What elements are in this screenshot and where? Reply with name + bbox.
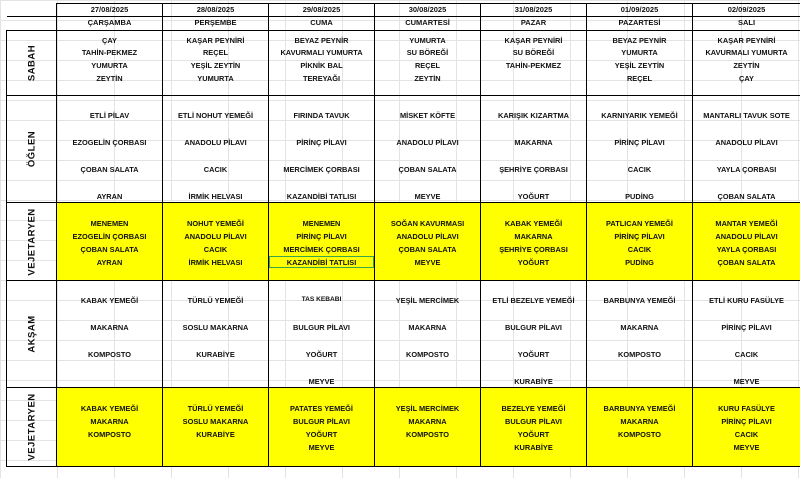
- menu-item: ŞEHRİYE ÇORBASI: [499, 165, 568, 174]
- menu-item: KAŞAR PEYNİRİ: [717, 36, 776, 45]
- day-cell[interactable]: PAZARTESİ: [587, 17, 693, 31]
- menu-cell[interactable]: [163, 203, 269, 281]
- menu-item: CACIK: [203, 245, 228, 254]
- meal-label: SABAH: [25, 44, 37, 82]
- menu-item: MİSKET KÖFTE: [399, 111, 456, 120]
- menu-item: ETLİ BEZELYE YEMEĞİ: [492, 296, 575, 305]
- date-cell[interactable]: 30/08/2025: [375, 4, 481, 17]
- menu-item: PUDİNG: [625, 192, 654, 201]
- menu-item: PİRİNÇ PİLAVI: [296, 138, 347, 147]
- menu-cell[interactable]: [57, 388, 163, 467]
- weekly-menu-table: [6, 3, 800, 467]
- menu-item: ÇAY: [102, 36, 117, 45]
- menu-item: SOSLU MAKARNA: [182, 417, 249, 426]
- date-row: [7, 4, 800, 17]
- day-cell[interactable]: PAZAR: [481, 17, 587, 31]
- menu-item: ZEYTİN: [414, 74, 441, 83]
- menu-item: PATATES YEMEĞİ: [290, 404, 353, 413]
- menu-item: KOMPOSTO: [618, 430, 661, 439]
- menu-cell[interactable]: [587, 388, 693, 467]
- menu-cell[interactable]: [163, 281, 269, 388]
- day-cell[interactable]: PERŞEMBE: [163, 17, 269, 31]
- menu-item: EZOGELİN ÇORBASI: [72, 232, 147, 241]
- menu-item: İRMİK HELVASI: [188, 258, 243, 267]
- menu-item: AYRAN: [96, 192, 123, 201]
- day-cell[interactable]: ÇARŞAMBA: [57, 17, 163, 31]
- menu-item: CACIK: [627, 245, 652, 254]
- menu-item: EZOGELİN ÇORBASI: [72, 138, 147, 147]
- menu-item: BULGUR PİLAVI: [293, 323, 350, 332]
- menu-item: ANADOLU PİLAVI: [715, 232, 778, 241]
- meal-label: AKŞAM: [25, 315, 37, 353]
- menu-item: MERCİMEK ÇORBASI: [283, 245, 360, 254]
- menu-item: TAS KEBABI: [301, 296, 342, 303]
- menu-item: MAKARNA: [620, 323, 659, 332]
- menu-cell[interactable]: [375, 96, 481, 203]
- menu-item: MENEMEN: [90, 219, 129, 228]
- menu-cell[interactable]: [481, 203, 587, 281]
- menu-cell[interactable]: [693, 388, 800, 467]
- menu-cell[interactable]: [269, 203, 375, 281]
- menu-item: KAVURMALI YUMURTA: [280, 48, 363, 57]
- menu-item: TEREYAĞI: [302, 74, 341, 83]
- menu-item: YEŞİL MERCİMEK: [395, 404, 460, 413]
- menu-item: KURU FASÜLYE: [718, 404, 775, 413]
- menu-item: CACIK: [734, 430, 759, 439]
- menu-item: TÜRLÜ YEMEĞİ: [187, 404, 244, 413]
- menu-item: KOMPOSTO: [88, 350, 131, 359]
- meal-label-cell[interactable]: [7, 203, 57, 281]
- menu-item: ÇOBAN SALATA: [398, 245, 457, 254]
- meal-label: VEJETARYEN: [25, 393, 37, 461]
- menu-cell[interactable]: [587, 281, 693, 388]
- menu-cell[interactable]: [693, 31, 800, 96]
- menu-item: YOĞURT: [305, 350, 338, 359]
- menu-item: SOĞAN KAVURMASI: [390, 219, 465, 228]
- menu-item: ZEYTİN: [733, 61, 760, 70]
- menu-item: YOĞURT: [517, 258, 550, 267]
- menu-item: CACIK: [627, 165, 652, 174]
- menu-cell[interactable]: [163, 96, 269, 203]
- menu-cell[interactable]: [57, 96, 163, 203]
- menu-item: PATLICAN YEMEĞİ: [606, 219, 673, 228]
- menu-item: KURABİYE: [514, 443, 553, 452]
- meal-label: VEJETARYEN: [25, 207, 37, 276]
- menu-item: MAKARNA: [408, 323, 447, 332]
- menu-item: BULGUR PİLAVI: [505, 323, 562, 332]
- menu-item: CACIK: [203, 165, 228, 174]
- menu-item: KAŞAR PEYNİRİ: [504, 36, 563, 45]
- menu-cell[interactable]: [375, 203, 481, 281]
- menu-cell[interactable]: [693, 203, 800, 281]
- menu-item: YEŞİL ZEYTİN: [614, 61, 665, 70]
- meal-row: [7, 31, 800, 96]
- date-cell[interactable]: 29/08/2025: [269, 4, 375, 17]
- menu-item: REÇEL: [626, 74, 653, 83]
- menu-item: MEYVE: [308, 443, 335, 452]
- menu-item: YUMURTA: [621, 48, 658, 57]
- menu-item: YOĞURT: [517, 430, 550, 439]
- corner-cell: [7, 17, 57, 31]
- menu-item: MENEMEN: [302, 219, 341, 228]
- menu-item: ZEYTİN: [96, 74, 123, 83]
- menu-cell[interactable]: [693, 281, 800, 388]
- date-cell[interactable]: 01/09/2025: [587, 4, 693, 17]
- menu-item: SOSLU MAKARNA: [182, 323, 249, 332]
- menu-cell[interactable]: [587, 96, 693, 203]
- menu-item: BULGUR PİLAVI: [505, 417, 562, 426]
- meal-row: [7, 96, 800, 203]
- menu-item: MAKARNA: [514, 232, 553, 241]
- menu-item: KOMPOSTO: [406, 430, 449, 439]
- menu-item: BEZELYE YEMEĞİ: [501, 404, 566, 413]
- meal-label: ÖĞLEN: [25, 130, 37, 168]
- menu-item: KABAK YEMEĞİ: [80, 404, 139, 413]
- menu-item: PİRİNÇ PİLAVI: [721, 417, 772, 426]
- menu-item: TÜRLÜ YEMEĞİ: [187, 296, 244, 305]
- menu-item: KAZANDİBİ TATLISI: [286, 192, 357, 201]
- menu-item: KURABİYE: [514, 377, 553, 386]
- menu-item: CACIK: [734, 350, 759, 359]
- menu-item: MEYVE: [733, 377, 760, 386]
- meal-label-cell[interactable]: [7, 31, 57, 96]
- menu-cell[interactable]: [57, 281, 163, 388]
- menu-item: PİRİNÇ PİLAVI: [721, 323, 772, 332]
- menu-item: MAKARNA: [620, 417, 659, 426]
- menu-item: MEYVE: [733, 443, 760, 452]
- menu-item: YUMURTA: [91, 61, 128, 70]
- menu-item: REÇEL: [202, 48, 229, 57]
- menu-cell[interactable]: [163, 388, 269, 467]
- menu-cell[interactable]: [375, 388, 481, 467]
- menu-cell[interactable]: [269, 31, 375, 96]
- menu-item: ANADOLU PİLAVI: [396, 138, 459, 147]
- menu-item: SU BÖREĞİ: [406, 48, 449, 57]
- menu-item: KOMPOSTO: [618, 350, 661, 359]
- menu-item: MAKARNA: [408, 417, 447, 426]
- menu-item: YEŞİL ZEYTİN: [190, 61, 241, 70]
- menu-item: MANTARLI TAVUK SOTE: [703, 111, 790, 120]
- menu-item: MERCİMEK ÇORBASI: [283, 165, 360, 174]
- menu-item: ANADOLU PİLAVI: [184, 138, 247, 147]
- menu-item: BEYAZ PEYNİR: [612, 36, 667, 45]
- menu-item: REÇEL: [414, 61, 441, 70]
- menu-item: SU BÖREĞİ: [512, 48, 555, 57]
- menu-cell[interactable]: [693, 96, 800, 203]
- menu-item: YAYLA ÇORBASI: [716, 245, 777, 254]
- menu-item: KURABİYE: [196, 430, 235, 439]
- menu-item: KARIŞIK KIZARTMA: [497, 111, 570, 120]
- date-cell[interactable]: 27/08/2025: [57, 4, 163, 17]
- menu-item: ÇOBAN SALATA: [80, 245, 139, 254]
- menu-item: MAKARNA: [514, 138, 553, 147]
- menu-item: KAŞAR PEYNİRİ: [186, 36, 245, 45]
- meal-row: [7, 388, 800, 467]
- menu-cell[interactable]: [269, 96, 375, 203]
- menu-item: PİRİNÇ PİLAVI: [614, 138, 665, 147]
- menu-item: YOĞURT: [305, 430, 338, 439]
- meal-label-cell[interactable]: [7, 96, 57, 203]
- menu-item: YEŞİL MERCİMEK: [395, 296, 460, 305]
- meal-row: [7, 281, 800, 388]
- menu-item: ANADOLU PİLAVI: [396, 232, 459, 241]
- menu-cell[interactable]: [57, 203, 163, 281]
- menu-item: İRMİK HELVASI: [188, 192, 243, 201]
- menu-cell[interactable]: [269, 388, 375, 467]
- menu-item: ÇOBAN SALATA: [80, 165, 139, 174]
- menu-cell[interactable]: [269, 281, 375, 388]
- menu-item: AYRAN: [96, 258, 123, 267]
- menu-item: ŞEHRİYE ÇORBASI: [499, 245, 568, 254]
- menu-item: ÇOBAN SALATA: [717, 258, 776, 267]
- menu-item: ÇOBAN SALATA: [398, 165, 457, 174]
- menu-item: MAKARNA: [90, 323, 129, 332]
- menu-cell[interactable]: [163, 31, 269, 96]
- menu-item: KABAK YEMEĞİ: [504, 219, 563, 228]
- date-cell[interactable]: 02/09/2025: [693, 4, 800, 17]
- menu-item: BARBUNYA YEMEĞİ: [603, 296, 676, 305]
- menu-item: KARNIYARIK YEMEĞİ: [601, 111, 678, 120]
- menu-item: YUMURTA: [197, 74, 234, 83]
- day-cell[interactable]: CUMARTESİ: [375, 17, 481, 31]
- menu-item: MEYVE: [414, 192, 441, 201]
- menu-item: YAYLA ÇORBASI: [716, 165, 777, 174]
- meal-label-cell[interactable]: [7, 281, 57, 388]
- menu-item: BEYAZ PEYNİR: [294, 36, 349, 45]
- menu-item: MANTAR YEMEĞİ: [715, 219, 778, 228]
- menu-item: YOĞURT: [517, 192, 550, 201]
- menu-item: NOHUT YEMEĞİ: [187, 219, 244, 228]
- menu-item: PUDİNG: [625, 258, 654, 267]
- menu-item: BULGUR PİLAVI: [293, 417, 350, 426]
- menu-item: ÇOBAN SALATA: [717, 192, 776, 201]
- menu-item: ANADOLU PİLAVI: [184, 232, 247, 241]
- menu-item: YUMURTA: [409, 36, 446, 45]
- menu-item: PİRİNÇ PİLAVI: [296, 232, 347, 241]
- menu-item: MAKARNA: [90, 417, 129, 426]
- menu-item: YOĞURT: [517, 350, 550, 359]
- day-row: [7, 17, 800, 31]
- menu-cell[interactable]: [481, 96, 587, 203]
- menu-item: ETLİ PİLAV: [89, 111, 130, 120]
- menu-cell[interactable]: [587, 203, 693, 281]
- menu-item: ÇAY: [739, 74, 754, 83]
- menu-item: TAHİN-PEKMEZ: [505, 61, 562, 70]
- menu-item: BARBUNYA YEMEĞİ: [603, 404, 676, 413]
- menu-item: MEYVE: [414, 258, 441, 267]
- menu-item: ETLİ KURU FASÜLYE: [709, 296, 784, 305]
- menu-cell[interactable]: [481, 281, 587, 388]
- menu-item: FIRINDA TAVUK: [293, 111, 350, 120]
- menu-item: KAZANDİBİ TATLISI: [286, 258, 357, 267]
- day-cell[interactable]: CUMA: [269, 17, 375, 31]
- menu-item: KURABİYE: [196, 350, 235, 359]
- menu-item: KOMPOSTO: [88, 430, 131, 439]
- menu-item: MEYVE: [308, 377, 335, 386]
- date-cell[interactable]: 31/08/2025: [481, 4, 587, 17]
- meal-label-cell[interactable]: [7, 388, 57, 467]
- menu-cell[interactable]: [375, 281, 481, 388]
- menu-item: KOMPOSTO: [406, 350, 449, 359]
- menu-item: PİKNİK BAL: [300, 61, 343, 70]
- menu-cell[interactable]: [57, 31, 163, 96]
- menu-item: KAVURMALI YUMURTA: [705, 48, 788, 57]
- corner-cell: [7, 4, 57, 17]
- menu-cell[interactable]: [481, 31, 587, 96]
- date-cell[interactable]: 28/08/2025: [163, 4, 269, 17]
- menu-cell[interactable]: [375, 31, 481, 96]
- menu-item: ANADOLU PİLAVI: [715, 138, 778, 147]
- menu-item: PİRİNÇ PİLAVI: [614, 232, 665, 241]
- menu-cell[interactable]: [587, 31, 693, 96]
- menu-item: TAHİN-PEKMEZ: [81, 48, 138, 57]
- meal-row: [7, 203, 800, 281]
- day-cell[interactable]: SALI: [693, 17, 800, 31]
- menu-item: KABAK YEMEĞİ: [80, 296, 139, 305]
- menu-cell[interactable]: [481, 388, 587, 467]
- menu-item: ETLİ NOHUT YEMEĞİ: [177, 111, 253, 120]
